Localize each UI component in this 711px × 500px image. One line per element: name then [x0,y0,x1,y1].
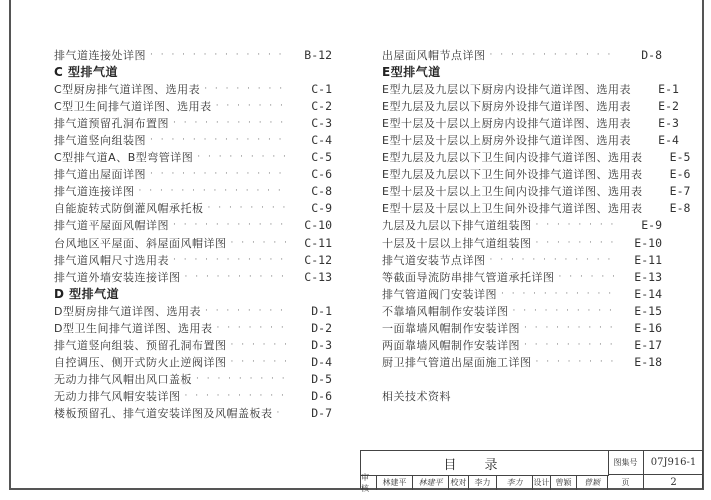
entry-page: D-2 [311,320,332,335]
entry-page: D-4 [311,354,332,369]
entry-title: 自控调压、侧开式防火止逆阀详图 [54,355,227,369]
entry-title: E型十层及十层以上卫生间外设排气道详图、选用表 [382,202,643,216]
leader-dots [150,132,288,149]
toc-right-column [382,47,691,405]
entry-page: C-10 [304,218,332,233]
entry-title: 排气道外墙安装连接详图 [54,270,181,284]
leader-dots [490,252,619,269]
entry-title: 相关技术资料 [382,389,451,403]
entry-page: C-3 [311,116,332,131]
toc-entry [382,235,662,252]
entry-title: 十层及十层以上排气道组装图 [382,236,532,250]
entry-page: D-8 [641,48,662,63]
entry-title: 排气道连接详图 [54,185,135,199]
entry-title: 排气道竖向组装图 [54,134,146,148]
toc-entry [382,217,662,234]
toc-entry [54,235,332,252]
entry-page: E-1 [658,82,679,97]
entry-page: C-13 [304,269,332,284]
leader-dots [490,47,619,64]
entry-page: E-14 [634,286,662,301]
toc-entry [54,132,332,149]
entry-page: B-12 [304,48,332,63]
section-heading [382,64,662,81]
toc-entry [54,81,332,98]
entry-title: E型九层及九层以下厨房外设排气道详图、选用表 [382,100,631,114]
leader-dots [197,149,288,166]
toc-entry [382,200,691,217]
entry-page: E-11 [634,252,662,267]
entry-title: E型十层及十层以上卫生间内设排气道详图、选用表 [382,185,643,199]
leader-dots [139,183,289,200]
entry-page: E-2 [658,99,679,114]
entry-title: 自能旋转式防倒灌风帽承托板 [54,202,204,216]
leader-dots [536,235,619,252]
toc-entry [382,115,679,132]
leader-dots [150,47,288,64]
toc-entry [382,269,662,286]
entry-title: D型卫生间排气道详图、选用表 [54,321,213,335]
toc-entry [54,98,332,115]
entry-title: 厨卫排气管道出屋面施工详图 [382,355,532,369]
toc-entry [382,47,662,64]
entry-page: E-17 [634,337,662,352]
entry-title: 台风地区平屋面、斜屋面风帽详图 [54,236,227,250]
frame-border-left [9,0,11,490]
toc-entry [54,388,332,405]
leader-dots [173,115,288,132]
entry-page: C-9 [311,201,332,216]
entry-title: 排气道风帽尺寸选用表 [54,253,169,267]
design-label: 设计 [533,475,551,490]
toc-entry [382,81,679,98]
entry-title: 两面靠墙风帽制作安装详图 [382,338,520,352]
toc-entry [54,200,332,217]
toc-entry [54,149,332,166]
entry-page: E-13 [634,269,662,284]
entry-title: C型排气道A、B型弯管详图 [54,151,194,165]
toc-entry [382,98,679,115]
entry-page: E-3 [658,116,679,131]
entry-title: 不靠墙风帽制作安装详图 [382,304,509,318]
toc-entry [54,217,332,234]
toc-entry [382,320,662,337]
entry-title: 排气道安装节点详图 [382,253,486,267]
entry-page: E-10 [634,235,662,250]
section-heading [54,64,332,81]
entry-page: E-18 [634,354,662,369]
toc-entry [382,166,691,183]
entry-title: 无动力排气风帽出风口盖板 [54,372,192,386]
toc-entry [54,183,332,200]
section-heading [54,286,332,303]
leader-dots [173,252,288,269]
leader-dots [524,320,618,337]
entry-title: 一面靠墙风帽制作安装详图 [382,321,520,335]
leader-dots [216,320,288,337]
entry-title: 排气道连接处详图 [54,49,146,63]
page-number: 2 [670,477,677,488]
entry-page: C-5 [311,150,332,165]
leader-dots [231,354,289,371]
entry-title: E型九层及九层以下厨房内设排气道详图、选用表 [382,83,631,97]
leader-dots [150,166,288,183]
entry-page: E-5 [669,150,691,165]
entry-title: 等截面导流防串排气管道承托详图 [382,270,555,284]
entry-page: E-15 [634,303,662,318]
entry-page: D-1 [311,303,332,318]
entry-page: E-8 [669,201,691,216]
entry-title: 九层及九层以下排气道组装图 [382,219,532,233]
leader-dots [277,405,289,422]
atlas-number: 07J916-1 [644,451,703,475]
frame-border-right [702,0,704,490]
entry-page: D-5 [311,371,332,386]
toc-entry [54,337,332,354]
toc-entry [382,337,662,354]
entry-page: E-6 [669,167,691,182]
entry-title: C型卫生间排气道详图、选用表 [54,100,212,114]
entry-page: D-3 [311,337,332,352]
toc-entry [54,47,332,64]
toc-entry [382,286,662,303]
leader-dots [231,337,289,354]
leader-dots [513,303,619,320]
page-label: 页 [608,475,644,490]
entry-page: C-12 [304,252,332,267]
entry-page: C-11 [304,235,332,250]
entry-title: E型十层及十层以上厨房内设排气道详图、选用表 [382,117,631,131]
entry-title: C型厨房排气道详图、选用表 [54,83,201,97]
toc-entry [54,371,332,388]
entry-title: 楼板预留孔、排气道安装详图及风帽盖板表 [54,407,273,420]
entry-page: C-1 [311,82,332,97]
entry-page: E-16 [634,320,662,335]
entry-page: E-4 [658,133,679,148]
toc-entry [54,115,332,132]
toc-entry [382,183,691,200]
entry-title: 排气道竖向组装、预留孔洞布置图 [54,338,227,352]
checker-signature: 李力 [497,475,533,490]
toc-entry [54,354,332,371]
toc-entry [54,166,332,183]
entry-title: D 型排气道 [54,286,120,301]
toc-entry [382,252,662,269]
entry-title: 出屋面风帽节点详图 [382,49,486,63]
entry-page: C-8 [311,184,332,199]
entry-page: E-7 [669,184,691,199]
checker-name: 李力 [469,475,497,490]
leader-dots [185,388,289,405]
entry-page: D-6 [311,388,332,403]
entry-page: D-7 [311,406,332,420]
entry-title: E型九层及九层以下卫生间内设排气道详图、选用表 [382,151,643,165]
toc-entry [382,388,662,405]
atlas-label: 图集号 [608,451,644,475]
entry-page: C-4 [311,133,332,148]
toc-entry [382,354,662,371]
reviewer-signature: 林建平 [413,475,449,490]
toc-entry [54,320,332,337]
toc-entry [382,132,679,149]
spacer [382,371,662,388]
reviewer-name: 林建平 [377,475,413,490]
designer-name: 曾颖 [551,475,577,490]
leader-dots [559,269,619,286]
leader-dots [204,81,288,98]
entry-title: 排气道出屋面详图 [54,168,146,182]
entry-title: C 型排气道 [54,65,118,80]
leader-dots [173,217,288,234]
entry-page: C-2 [311,99,332,114]
designer-signature: 曾颖 [577,475,608,490]
toc-entry [54,405,332,422]
leader-dots [208,200,289,217]
toc-entry [382,149,691,166]
entry-title: 无动力排气风帽安装详图 [54,389,181,403]
leader-dots [216,98,288,115]
toc-entry [54,303,332,320]
leader-dots [536,217,619,234]
entry-title: 排气道平屋面风帽详图 [54,219,169,233]
entry-title: 排气道预留孔洞布置图 [54,117,169,131]
entry-title: 排气管道阀门安装详图 [382,287,497,301]
leader-dots [524,337,618,354]
toc-entry [382,303,662,320]
review-label: 审核 [361,475,377,490]
leader-dots [501,286,618,303]
title-block [360,450,703,493]
check-label: 校对 [449,475,469,490]
toc-left-column [54,47,332,422]
document-title: 目录 [361,451,609,476]
leader-dots [205,303,288,320]
entry-page: E-9 [641,218,662,233]
leader-dots [231,235,289,252]
leader-dots [185,269,289,286]
entry-page: C-6 [311,167,332,182]
entry-title: D型厨房排气道详图、选用表 [54,304,201,318]
toc-entry [54,269,332,286]
toc-entry [54,252,332,269]
entry-title: E型排气道 [382,65,441,80]
entry-title: E型十层及十层以上厨房外设排气道详图、选用表 [382,134,631,148]
leader-dots [196,371,288,388]
leader-dots [536,354,619,371]
entry-title: E型九层及九层以下卫生间外设排气道详图、选用表 [382,168,643,182]
